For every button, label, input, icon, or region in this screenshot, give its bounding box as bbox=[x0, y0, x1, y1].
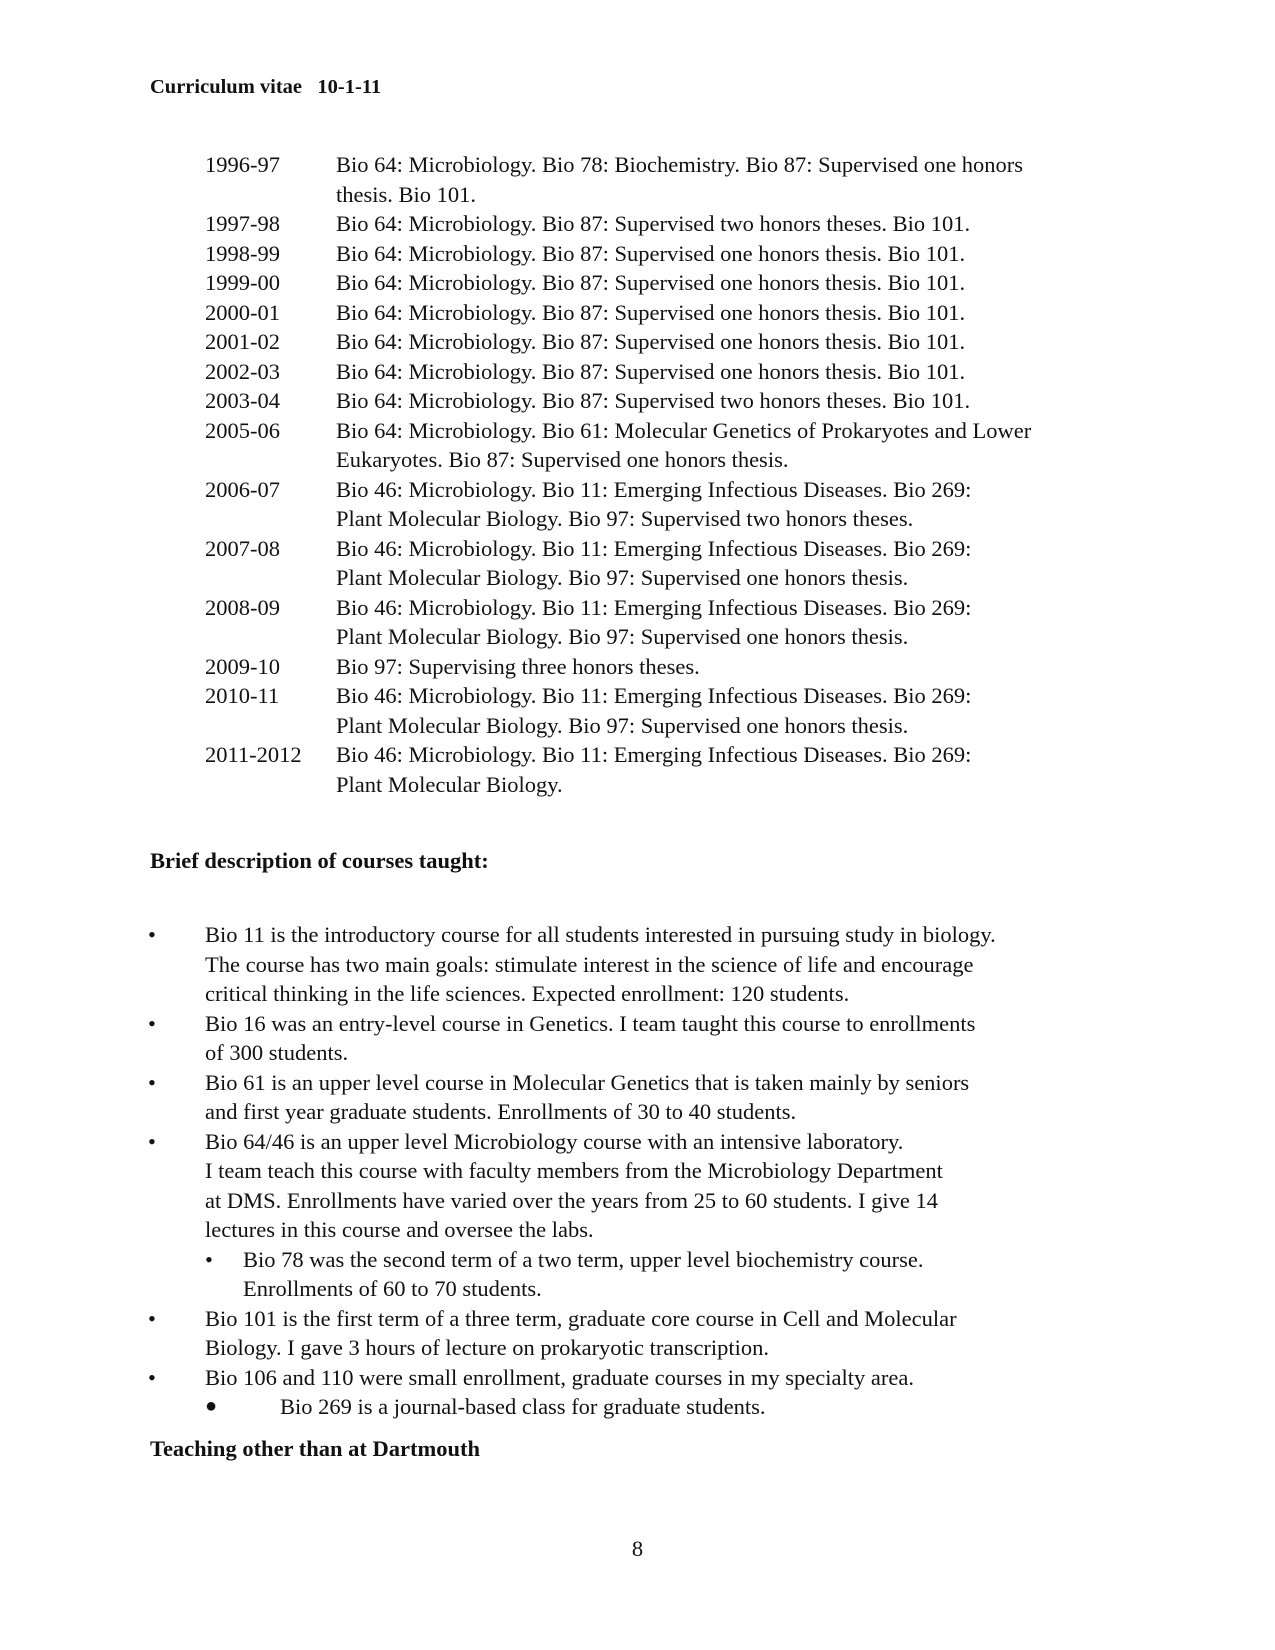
teaching-line: Plant Molecular Biology. Bio 97: Supervised one honors thesis. bbox=[336, 565, 909, 590]
bullet-icon: • bbox=[148, 1305, 156, 1331]
filled-circle-bullet-icon: ● bbox=[205, 1395, 218, 1417]
course-line: Bio 78 was the second term of a two term, upper level biochemistry course. bbox=[243, 1246, 924, 1272]
course-line: The course has two main goals: stimulate interest in the science of life and encourage bbox=[205, 951, 974, 977]
teaching-line: Plant Molecular Biology. Bio 97: Supervised two honors theses. bbox=[336, 506, 914, 531]
course-line: at DMS. Enrollments have varied over the years from 25 to 60 students. I give 14 bbox=[205, 1187, 938, 1213]
teaching-year: 2011-2012 bbox=[205, 742, 302, 767]
teaching-description bbox=[336, 740, 1135, 799]
teaching-line: Bio 64: Microbiology. Bio 87: Supervised two honors theses. Bio 101. bbox=[336, 388, 971, 413]
teaching-year: 2003-04 bbox=[205, 388, 280, 413]
teaching-description bbox=[336, 268, 1135, 298]
teaching-year: 2007-08 bbox=[205, 535, 280, 561]
teaching-row bbox=[205, 386, 1135, 416]
teaching-line: Plant Molecular Biology. Bio 97: Supervised one honors thesis. bbox=[336, 624, 909, 649]
course-line: of 300 students. bbox=[205, 1040, 349, 1065]
teaching-year: 2008-09 bbox=[205, 594, 280, 620]
teaching-history-list bbox=[205, 150, 1135, 799]
teaching-description bbox=[336, 150, 1135, 209]
teaching-year: 2010-11 bbox=[205, 683, 280, 708]
teaching-description bbox=[336, 327, 1135, 357]
course-bullet-item bbox=[148, 1127, 1108, 1245]
teaching-row bbox=[205, 652, 1135, 682]
teaching-description bbox=[336, 652, 1135, 682]
teaching-line: Bio 64: Microbiology. Bio 87: Supervised one honors thesis. Bio 101. bbox=[336, 299, 966, 325]
courses-heading: Brief description of courses taught: bbox=[150, 848, 489, 873]
teaching-line: Eukaryotes. Bio 87: Supervised one honors thesis. bbox=[336, 447, 789, 472]
teaching-line: Bio 97: Supervising three honors theses. bbox=[336, 653, 700, 679]
course-line: Bio 16 was an entry-level course in Genetics. I team taught this course to enrollments bbox=[205, 1010, 976, 1036]
teaching-description bbox=[336, 386, 1135, 416]
course-line: I team teach this course with faculty members from the Microbiology Department bbox=[205, 1158, 943, 1183]
teaching-description bbox=[336, 534, 1135, 593]
teaching-line: Bio 64: Microbiology. Bio 78: Biochemistry. Bio 87: Supervised one honors bbox=[336, 152, 1024, 177]
teaching-year: 1998-99 bbox=[205, 240, 280, 266]
teaching-line: Bio 64: Microbiology. Bio 87: Supervised one honors thesis. Bio 101. bbox=[336, 240, 966, 266]
course-bullet-item bbox=[148, 1009, 1108, 1068]
teaching-year: 1996-97 bbox=[205, 152, 280, 177]
course-bullet-item bbox=[148, 920, 1108, 1009]
teaching-row bbox=[205, 327, 1135, 357]
bullet-icon: • bbox=[148, 922, 156, 947]
course-line: Bio 101 is the first term of a three term, graduate core course in Cell and Molecular bbox=[205, 1305, 957, 1331]
teaching-row bbox=[205, 298, 1135, 328]
bullet-icon: • bbox=[148, 1069, 156, 1095]
teaching-row bbox=[205, 593, 1135, 652]
teaching-row bbox=[205, 268, 1135, 298]
teaching-line: Bio 46: Microbiology. Bio 11: Emerging Infectious Diseases. Bio 269: bbox=[336, 535, 972, 561]
page-header: Curriculum vitae 10-1-11 bbox=[150, 76, 382, 98]
course-line: critical thinking in the life sciences. Expected enrollment: 120 students. bbox=[205, 981, 850, 1006]
teaching-year: 2002-03 bbox=[205, 358, 280, 384]
course-bullet-item bbox=[148, 1363, 1108, 1393]
teaching-line: Bio 64: Microbiology. Bio 87: Supervised two honors theses. Bio 101. bbox=[336, 211, 971, 236]
teaching-line: Bio 46: Microbiology. Bio 11: Emerging Infectious Diseases. Bio 269: bbox=[336, 742, 972, 767]
teaching-description bbox=[336, 209, 1135, 239]
course-line: Bio 61 is an upper level course in Molecular Genetics that is taken mainly by seniors bbox=[205, 1069, 970, 1095]
teaching-year: 2000-01 bbox=[205, 299, 280, 325]
teaching-line: Plant Molecular Biology. bbox=[336, 771, 563, 797]
course-line: and first year graduate students. Enrollments of 30 to 40 students. bbox=[205, 1099, 797, 1124]
teaching-year: 2001-02 bbox=[205, 329, 280, 354]
teaching-year: 2006-07 bbox=[205, 476, 280, 502]
page-number: 8 bbox=[631, 1536, 644, 1561]
teaching-row bbox=[205, 357, 1135, 387]
teaching-line: Bio 64: Microbiology. Bio 87: Supervised one honors thesis. Bio 101. bbox=[336, 329, 966, 354]
teaching-description bbox=[336, 298, 1135, 328]
teaching-line: Bio 64: Microbiology. Bio 61: Molecular Genetics of Prokaryotes and Lower bbox=[336, 417, 1032, 443]
teaching-row bbox=[205, 150, 1135, 209]
other-teaching-heading: Teaching other than at Dartmouth bbox=[150, 1436, 481, 1461]
course-bullet-item bbox=[148, 1068, 1108, 1127]
teaching-row bbox=[205, 475, 1135, 534]
teaching-row bbox=[205, 740, 1135, 799]
bullet-icon: • bbox=[148, 1364, 156, 1390]
course-line: Enrollments of 60 to 70 students. bbox=[243, 1276, 542, 1301]
teaching-year: 1999-00 bbox=[205, 270, 280, 295]
teaching-description bbox=[336, 681, 1135, 740]
course-sub-bullet-item bbox=[148, 1392, 1108, 1422]
teaching-description bbox=[336, 593, 1135, 652]
teaching-row bbox=[205, 239, 1135, 269]
teaching-line: Bio 46: Microbiology. Bio 11: Emerging Infectious Diseases. Bio 269: bbox=[336, 476, 972, 502]
teaching-line: Bio 64: Microbiology. Bio 87: Supervised one honors thesis. Bio 101. bbox=[336, 270, 966, 295]
course-bullet-item bbox=[148, 1304, 1108, 1363]
teaching-row bbox=[205, 209, 1135, 239]
teaching-row bbox=[205, 416, 1135, 475]
course-line: Bio 64/46 is an upper level Microbiology course with an intensive laboratory. bbox=[205, 1128, 904, 1154]
bullet-icon: • bbox=[205, 1246, 213, 1272]
course-sub-bullet-item bbox=[148, 1245, 1108, 1304]
teaching-year: 1997-98 bbox=[205, 211, 280, 236]
teaching-line: Plant Molecular Biology. Bio 97: Supervised one honors thesis. bbox=[336, 712, 909, 738]
course-line: Bio 11 is the introductory course for all students interested in pursuing study in biology. bbox=[205, 922, 996, 947]
teaching-description bbox=[336, 357, 1135, 387]
teaching-description bbox=[336, 416, 1135, 475]
teaching-year: 2009-10 bbox=[205, 653, 280, 679]
teaching-line: Bio 46: Microbiology. Bio 11: Emerging Infectious Diseases. Bio 269: bbox=[336, 683, 972, 708]
course-line: Bio 269 is a journal-based class for graduate students. bbox=[280, 1394, 766, 1419]
course-line: Biology. I gave 3 hours of lecture on prokaryotic transcription. bbox=[205, 1335, 770, 1360]
teaching-line: thesis. Bio 101. bbox=[336, 181, 477, 207]
teaching-row bbox=[205, 534, 1135, 593]
teaching-line: Bio 46: Microbiology. Bio 11: Emerging Infectious Diseases. Bio 269: bbox=[336, 594, 972, 620]
teaching-description bbox=[336, 239, 1135, 269]
teaching-row bbox=[205, 681, 1135, 740]
course-line: Bio 106 and 110 were small enrollment, graduate courses in my specialty area. bbox=[205, 1364, 914, 1390]
teaching-year: 2005-06 bbox=[205, 417, 280, 443]
bullet-icon: • bbox=[148, 1010, 156, 1036]
teaching-line: Bio 64: Microbiology. Bio 87: Supervised one honors thesis. Bio 101. bbox=[336, 358, 966, 384]
course-line: lectures in this course and oversee the labs. bbox=[205, 1217, 594, 1242]
bullet-icon: • bbox=[148, 1128, 156, 1154]
courses-list bbox=[148, 920, 1108, 1422]
teaching-description bbox=[336, 475, 1135, 534]
